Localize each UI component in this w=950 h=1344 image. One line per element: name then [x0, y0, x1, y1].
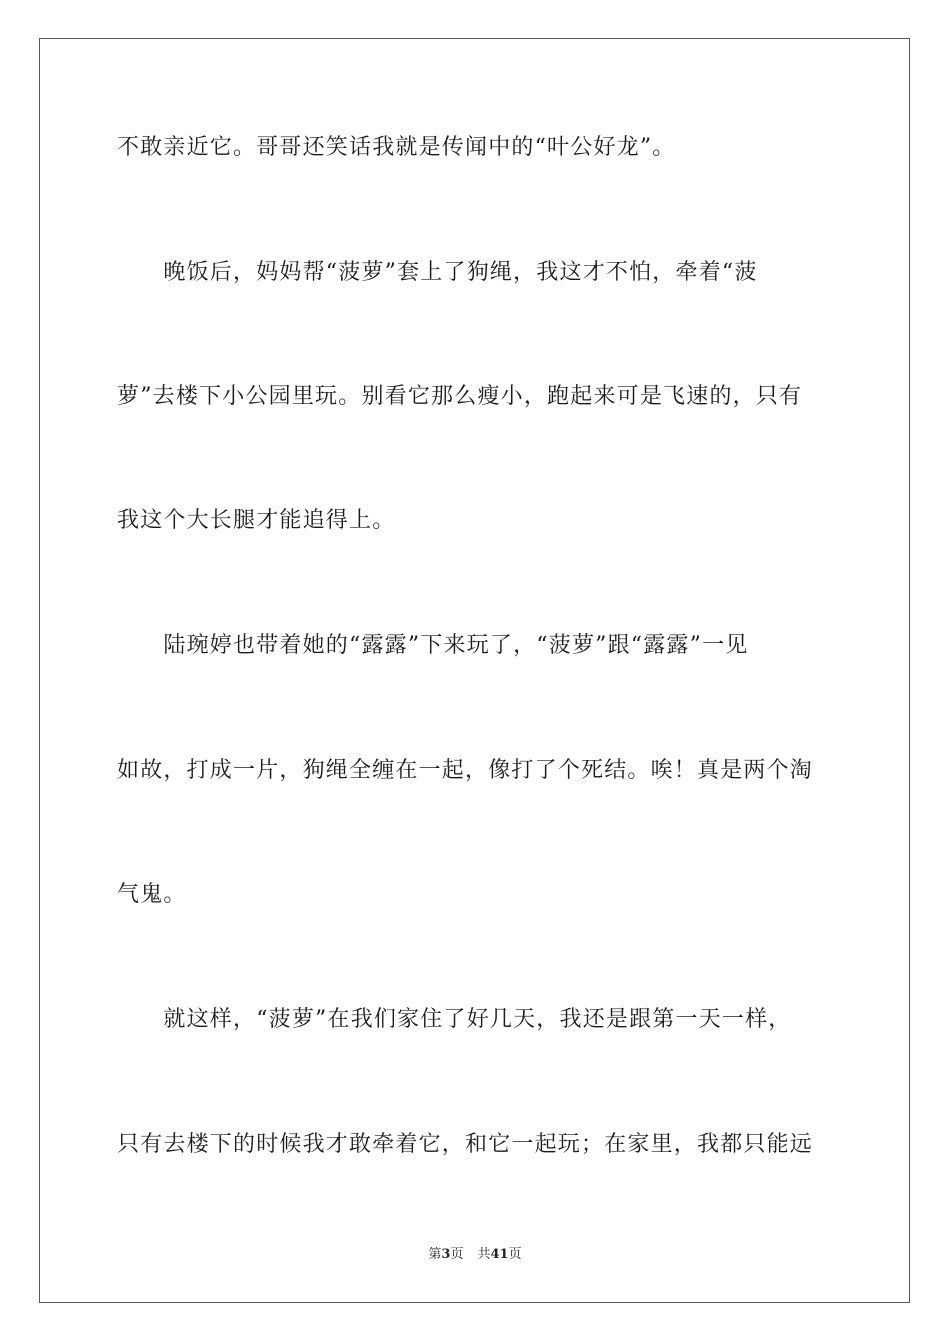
body-line-6: 如故，打成一片，狗绳全缠在一起，像打了个死结。唉！真是两个淘: [117, 758, 814, 783]
total-label-prefix: 共: [477, 1247, 491, 1262]
total-label-suffix: 页: [508, 1247, 522, 1262]
page-number: 3: [441, 1247, 451, 1262]
body-line-9: 只有去楼下的时候我才敢牵着它，和它一起玩；在家里，我都只能远: [117, 1132, 814, 1157]
body-line-8: 就这样，“菠萝”在我们家住了好几天，我还是跟第一天一样，: [117, 1007, 792, 1032]
body-line-1: 不敢亲近它。哥哥还笑话我就是传闻中的“叶公好龙”。: [117, 135, 676, 160]
page-label-prefix: 第: [428, 1247, 442, 1262]
total-pages: 41: [490, 1247, 509, 1262]
page-footer: [0, 1245, 950, 1265]
body-line-2: 晚饭后，妈妈帮“菠萝”套上了狗绳，我这才不怕，牵着“菠: [117, 260, 758, 285]
body-line-3: 萝”去楼下小公园里玩。别看它那么瘦小，跑起来可是飞速的，只有: [117, 384, 803, 409]
page-label-suffix: 页: [450, 1247, 464, 1262]
page-border: [39, 38, 910, 1303]
body-line-7: 气鬼。: [117, 882, 187, 907]
body-line-4: 我这个大长腿才能追得上。: [117, 508, 396, 533]
body-line-5: 陆琬婷也带着她的“露露”下来玩了，“菠萝”跟“露露”一见: [117, 633, 749, 658]
